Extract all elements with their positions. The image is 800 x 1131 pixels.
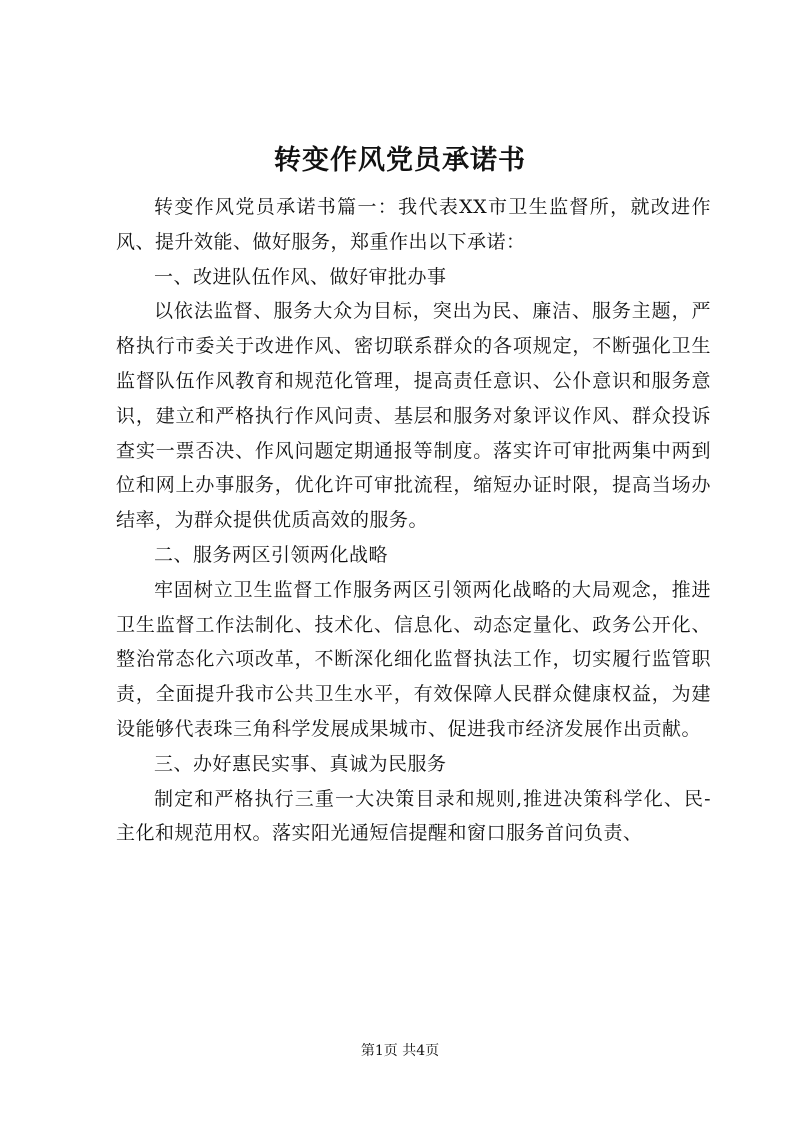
paragraph-section-3: 制定和严格执行三重一大决策目录和规则,推进决策科学化、民-主化和规范用权。落实阳光通短信提醒和窗口服务首问负责、 <box>116 787 711 845</box>
document-body <box>116 190 711 851</box>
paragraph-section-1: 以依法监督、服务大众为目标，突出为民、廉洁、服务主题，严格执行市委关于改进作风、密切联系群众的各项规定，不断强化卫生监督队伍作风教育和规范化管理，提高责任意识、公仆意识和服务意识，建立和严格执行作风问责、基层和服务对象评议作风、群众投诉查实一票否决、作风问题定期通报等制度。落实许可审批两集中两到位和网上办事服务，优化许可审批流程，缩短办证时限，提高当场办结率，为群众提供优质高效的服务。 <box>116 300 711 532</box>
page-number-footer: 第1页 共4页 <box>360 1043 440 1059</box>
section-heading-3: 三、办好惠民实事、真诚为民服务 <box>154 752 447 775</box>
document-title: 转变作风党员承诺书 <box>274 145 526 176</box>
paragraph-section-2: 牢固树立卫生监督工作服务两区引领两化战略的大局观念，推进卫生监督工作法制化、技术化、信息化、动态定量化、政务公开化、整治常态化六项改革，不断深化细化监督执法工作，切实履行监管职责，全面提升我市公共卫生水平，有效保障人民群众健康权益，为建设能够代表珠三角科学发展成果城市、促进我市经济发展作出贡献。 <box>116 578 711 740</box>
paragraph-intro: 转变作风党员承诺书篇一：我代表XX市卫生监督所，就改进作风、提升效能、做好服务，郑重作出以下承诺： <box>116 196 711 253</box>
section-heading-1: 一、改进队伍作风、做好审批办事 <box>154 265 447 288</box>
section-heading-2: 二、服务两区引领两化战略 <box>154 543 389 566</box>
